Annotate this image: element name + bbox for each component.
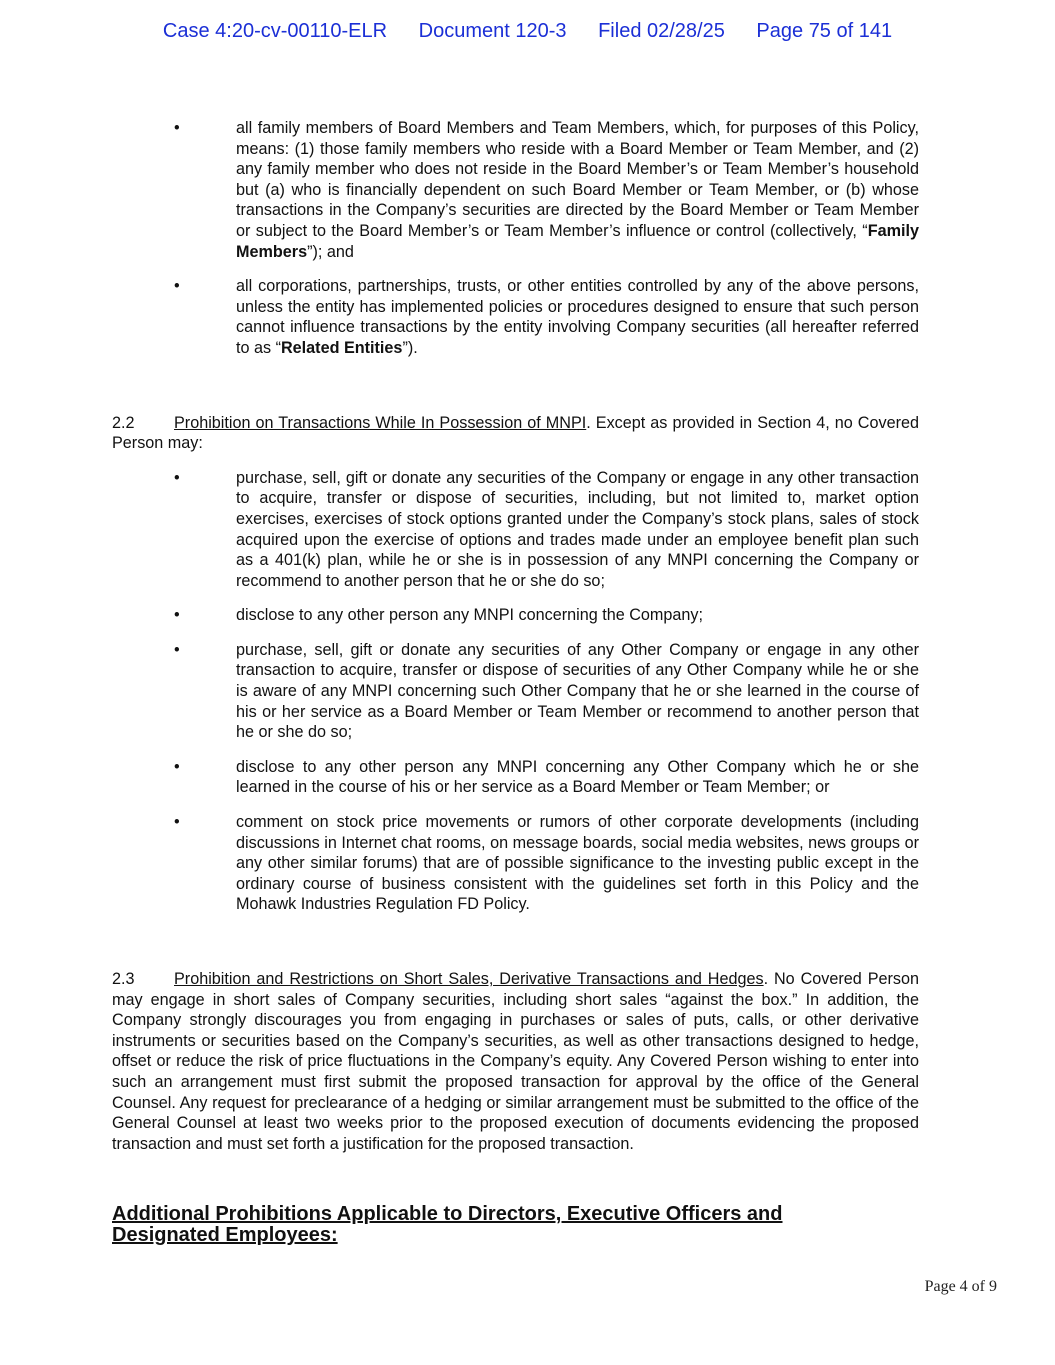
case-number: Case 4:20-cv-00110-ELR xyxy=(162,20,388,42)
page-number-footer: Page 4 of 9 xyxy=(924,1278,997,1295)
bullet-icon: • xyxy=(174,468,180,487)
heading-line-2: Designated Employees: xyxy=(112,1224,338,1247)
list-item-text: all family members of Board Members and Team Members, which, for purposes of this Policy, means: (1) those family members who reside with a Board Member or Team Member, and (2) any family member who does not reside in the Board Member’s or Team Member’s household but (a) who is financially dependent on such Board Member or Team Member, or (b) whose transactions in the Company’s securities are directed by the Board Member or Team Member or subject to the Board Member’s or Team Member’s influence or control (collectively, “ xyxy=(236,119,919,240)
covered-persons-list xyxy=(112,118,919,359)
list-item xyxy=(112,468,919,592)
list-item xyxy=(112,757,919,798)
bullet-icon: • xyxy=(174,119,180,137)
court-filing-header xyxy=(0,20,1055,43)
section-2-2-paragraph xyxy=(112,413,919,454)
section-title: Prohibition and Restrictions on Short Sales, Derivative Transactions and Hedges xyxy=(174,970,764,988)
list-item-text: all corporations, partnerships, trusts, or other entities controlled by any of the above persons, unless the entity has implemented policies or procedures designed to ensure that such person cannot influence transactions by the entity involving Company securities (all hereafter referred to as “ xyxy=(236,277,919,357)
list-item-text: purchase, sell, gift or donate any securities of the Company or engage in any other transaction to acquire, transfer or dispose of securities, including, but not limited to, market option exercises, exercises of stock options granted under the Company’s stock plans, sales of stock acquired upon the exercise of options and trades made under an employee benefit plan such as a 401(k) plan, while he or she is in possession of any MNPI concerning the Company or recommend to another person that he or she do so; xyxy=(236,468,919,590)
bullet-icon: • xyxy=(174,757,180,776)
list-item-family-members xyxy=(112,118,919,262)
section-number: 2.3 xyxy=(112,970,135,988)
bullet-icon: • xyxy=(174,277,180,296)
section-heading xyxy=(112,1204,919,1246)
section-text: . No Covered Person may engage in short sales of Company securities, including short sales “against the box.” In addition, the Company strongly discourages you from engaging in purchases or sales of puts, calls, or other derivative instruments or securities based on the Company’s securities, as well as other transactions designed to hedge, offset or reduce the risk of price fluctuations in the Company’s equity. Any Covered Person wishing to enter into such an arrangement must first submit the proposed transaction for approval by the office of the General Counsel. Any request for preclearance of a hedging or similar arrangement must be submitted to the office of the General Counsel at least two weeks prior to the proposed execution of documents evidencing the proposed transaction and must set forth a justification for the proposed transaction. xyxy=(112,970,919,1153)
bullet-icon: • xyxy=(174,640,180,659)
list-item xyxy=(112,605,919,626)
list-item-related-entities xyxy=(112,276,919,358)
document-body xyxy=(112,118,919,1246)
list-item-text: disclose to any other person any MNPI concerning the Company; xyxy=(236,606,703,625)
bullet-icon: • xyxy=(174,813,180,832)
document-number: Document 120-3 xyxy=(418,20,567,42)
section-number: 2.2 xyxy=(112,413,135,432)
defined-term: Related Entities xyxy=(280,338,403,357)
list-item xyxy=(112,640,919,743)
list-item-text-end: ”). xyxy=(402,338,418,357)
list-item-text-end: ”); and xyxy=(307,242,354,261)
section-2-3-paragraph xyxy=(112,969,919,1154)
prohibitions-list xyxy=(112,468,919,915)
list-item xyxy=(112,812,919,915)
list-item-text: comment on stock price movements or rumors of other corporate developments (including discussions in Internet chat rooms, on message boards, social media websites, news groups or any other similar forums) that are of possible significance to the investing public except in the ordinary course of business consistent with the guidelines set forth in this Policy and the Mohawk Industries Regulation FD Policy. xyxy=(236,813,919,914)
filed-date: Filed 02/28/25 xyxy=(598,20,725,42)
filing-page-number: Page 75 of 141 xyxy=(756,20,893,42)
section-text: . Except as provided in Section 4, no Covered Person may: xyxy=(112,413,919,453)
heading-line-1: Additional Prohibitions Applicable to Directors, Executive Officers and xyxy=(112,1203,783,1226)
section-title: Prohibition on Transactions While In Possession of MNPI xyxy=(174,413,587,432)
bullet-icon: • xyxy=(174,606,180,625)
defined-term: Family Members xyxy=(236,221,919,261)
list-item-text: disclose to any other person any MNPI concerning any Other Company which he or she learned in the course of his or her service as a Board Member or Team Member; or xyxy=(236,757,919,797)
list-item-text: purchase, sell, gift or donate any securities of any Other Company or engage in any other transaction to acquire, transfer or dispose of securities of any Other Company while he or she is aware of any MNPI concerning such Other Company that he or she learned in the course of his or her service as a Board Member or Team Member or recommend to another person that he or she do so; xyxy=(236,640,919,742)
